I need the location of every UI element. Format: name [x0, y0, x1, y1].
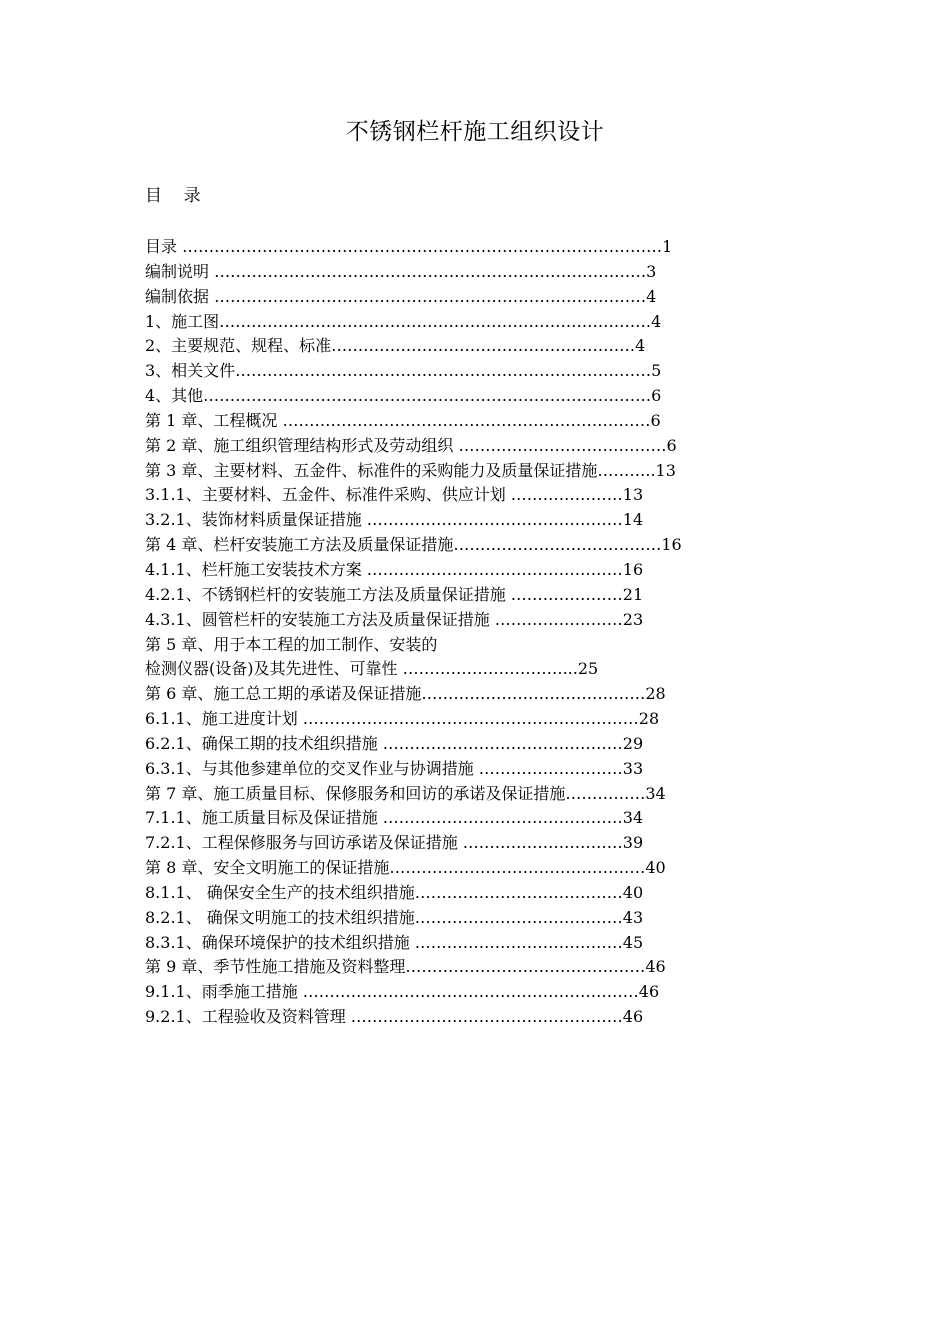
toc-heading: 目 录: [145, 186, 201, 206]
toc-entry[interactable]: 检测仪器(设备)及其先进性、可靠性 …………………………...25: [145, 659, 599, 679]
table-of-contents: [145, 235, 779, 1030]
toc-entry[interactable]: 4.2.1、不锈钢栏杆的安装施工方法及质量保证措施 …………………21: [145, 584, 644, 604]
toc-entry[interactable]: 7.2.1、工程保修服务与回访承诺及保证措施 …………………………39: [145, 833, 644, 853]
toc-entry[interactable]: 第 2 章、施工组织管理结构形式及劳动组织 …………………………………6: [145, 435, 677, 455]
toc-entry[interactable]: 8.3.1、确保环境保护的技术组织措施 …………………………………45: [145, 932, 644, 952]
toc-entry[interactable]: 7.1.1、施工质量目标及保证措施 ………………………………………34: [145, 808, 644, 828]
toc-entry[interactable]: 第 1 章、工程概况 ……………………………………………………………6: [145, 410, 661, 430]
toc-entry[interactable]: 第 8 章、安全文明施工的保证措施…………………………………………40: [145, 858, 666, 878]
toc-entry[interactable]: 6.1.1、施工进度计划 ………………………………………………………28: [145, 709, 660, 729]
toc-entry[interactable]: 9.1.1、雨季施工措施 ………………………………………………………46: [145, 982, 660, 1002]
toc-entry[interactable]: 3、相关文件……………………………………………………………………5: [145, 361, 662, 381]
toc-entry[interactable]: 第 9 章、季节性施工措施及资料整理………………………………………46: [145, 957, 666, 977]
toc-entry[interactable]: 4、其他…………………………………………………………………………6: [145, 386, 662, 406]
toc-entry[interactable]: 编制说明 ………………………………………………………………………3: [145, 261, 657, 281]
toc-entry[interactable]: 3.1.1、主要材料、五金件、标准件采购、供应计划 …………………13: [145, 485, 644, 505]
toc-entry[interactable]: 第 7 章、施工质量目标、保修服务和回访的承诺及保证措施……………34: [145, 783, 666, 803]
document-title: 不锈钢栏杆施工组织设计: [345, 119, 605, 145]
toc-entry[interactable]: 9.2.1、工程验收及资料管理 ……………………………………………46: [145, 1007, 644, 1027]
toc-entry[interactable]: 1、施工图………………………………………………………………………4: [145, 311, 662, 331]
toc-entry[interactable]: 6.3.1、与其他参建单位的交叉作业与协调措施 ………………………33: [145, 758, 644, 778]
toc-entry[interactable]: 3.2.1、装饰材料质量保证措施 …………………………………………14: [145, 510, 644, 530]
toc-entry[interactable]: 8.2.1、 确保文明施工的技术组织措施…………………………………43: [145, 907, 644, 927]
toc-entry[interactable]: 第 5 章、用于本工程的加工制作、安装的: [145, 634, 438, 654]
toc-entry[interactable]: 2、主要规范、规程、标准…………………………………………………4: [145, 336, 646, 356]
toc-entry[interactable]: 第 3 章、主要材料、五金件、标准件的采购能力及质量保证措施………..13: [145, 460, 676, 480]
toc-entry[interactable]: 8.1.1、 确保安全生产的技术组织措施…………………………………40: [145, 882, 644, 902]
toc-entry[interactable]: 编制依据 ………………………………………………………………………4: [145, 286, 657, 306]
toc-entry[interactable]: 6.2.1、确保工期的技术组织措施 ………………………………………29: [145, 733, 644, 753]
toc-entry[interactable]: 4.3.1、圆管栏杆的安装施工方法及质量保证措施 ……………………23: [145, 609, 644, 629]
toc-entry[interactable]: 第 6 章、施工总工期的承诺及保证措施……………………………………28: [145, 684, 666, 704]
toc-entry[interactable]: 第 4 章、栏杆安装施工方法及质量保证措施…………………………………16: [145, 535, 682, 555]
toc-entry[interactable]: 4.1.1、栏杆施工安装技术方案 …………………………………………16: [145, 559, 644, 579]
toc-entry[interactable]: 目录 ………………………………………………………………………………1: [145, 237, 673, 256]
